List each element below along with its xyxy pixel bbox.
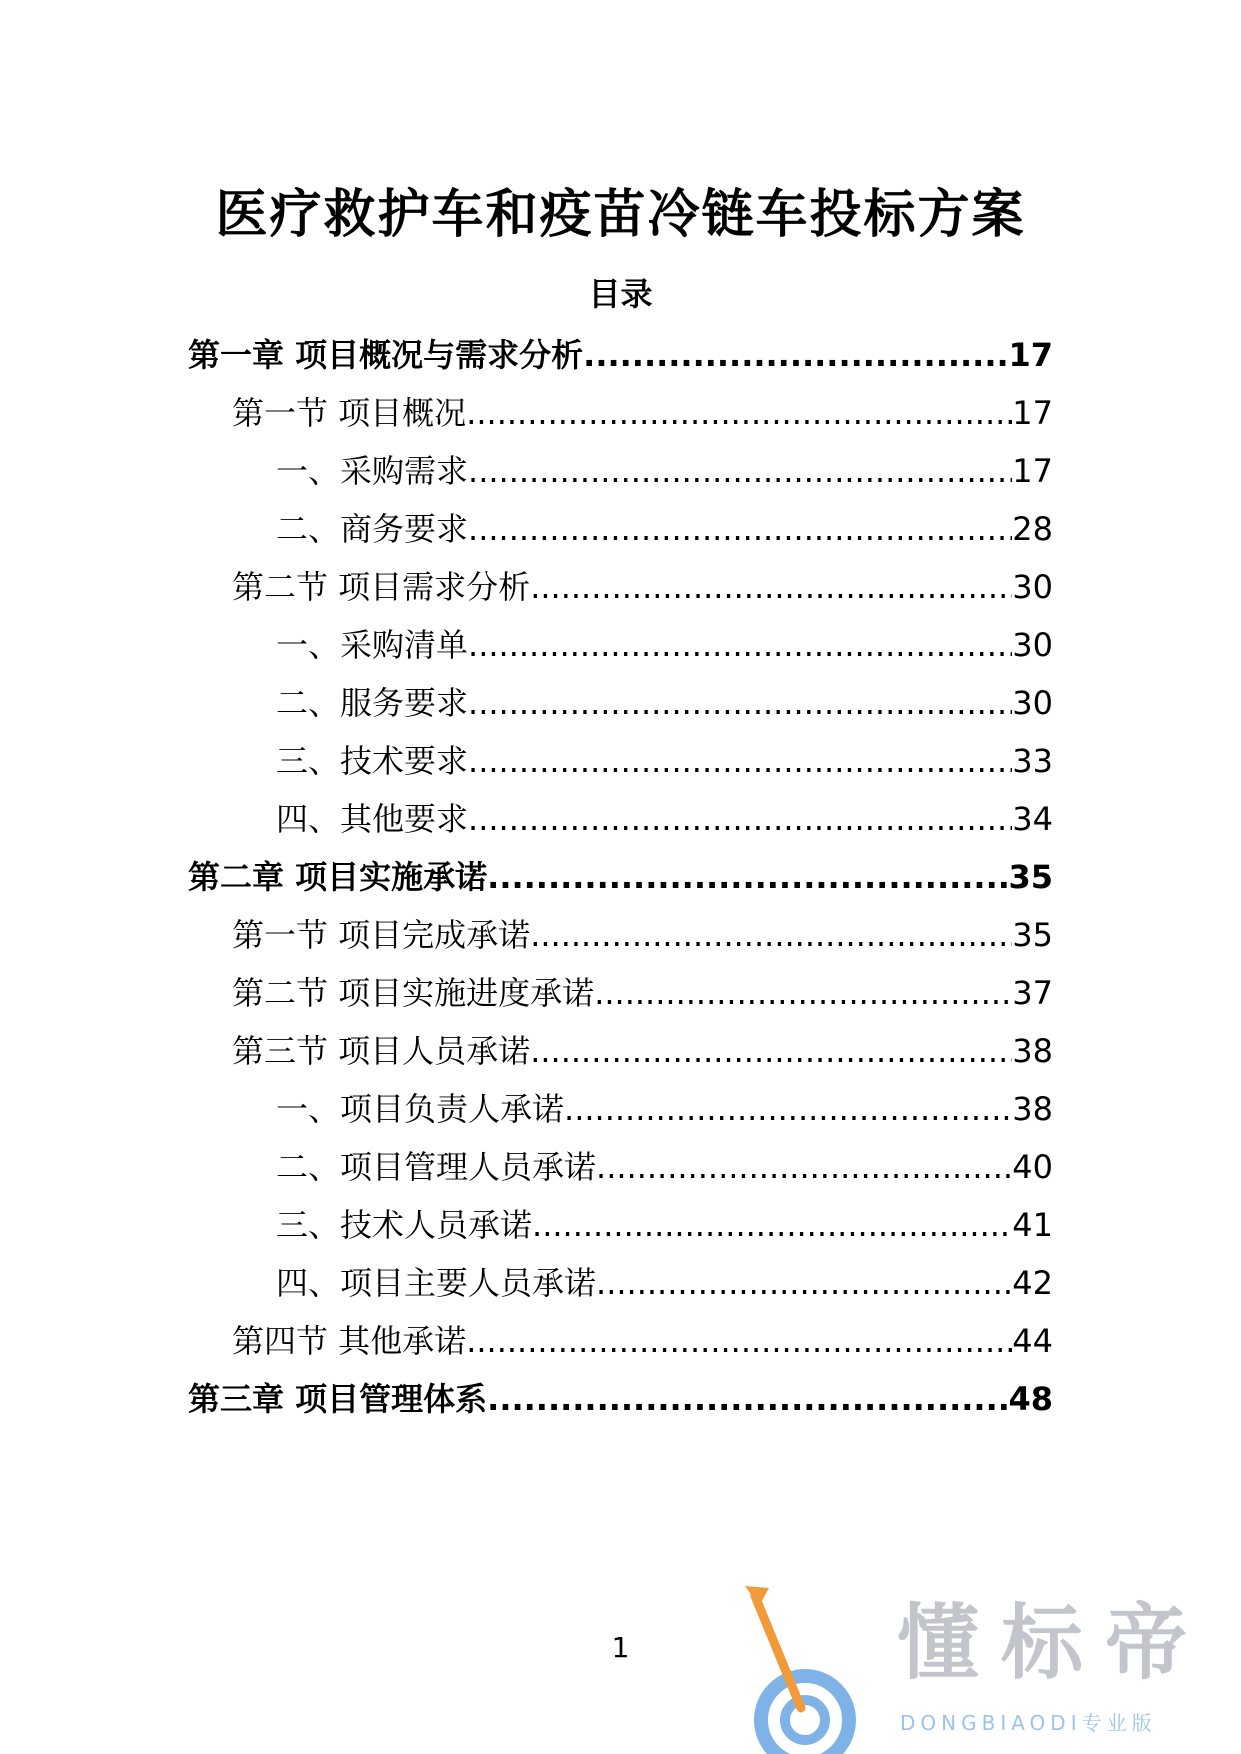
toc-leader-dots xyxy=(466,1321,1012,1361)
toc-entry-label: 第三节 项目人员承诺 xyxy=(232,1032,531,1070)
toc-entry-label: 第三章 项目管理体系 xyxy=(188,1380,488,1418)
toc-entry-page: 17 xyxy=(1012,394,1053,432)
toc-entry-page: 34 xyxy=(1012,800,1053,838)
toc-entry-label: 第二章 项目实施承诺 xyxy=(188,858,488,896)
toc-entry-page: 48 xyxy=(1008,1380,1053,1418)
toc-entry-label: 一、采购需求 xyxy=(276,452,469,490)
toc-entry-page: 38 xyxy=(1012,1090,1053,1128)
toc-leader-dots xyxy=(468,683,1012,723)
toc-leader-dots xyxy=(530,915,1012,955)
toc-entry-page: 44 xyxy=(1012,1322,1053,1360)
toc-entry-subsection[interactable] xyxy=(276,1205,1053,1245)
toc-leader-dots xyxy=(468,799,1012,839)
toc-entry-label: 一、项目负责人承诺 xyxy=(276,1090,565,1128)
toc-leader-dots xyxy=(583,335,1008,375)
target-arrow-icon xyxy=(745,1580,875,1754)
page-number: 1 xyxy=(611,1631,630,1664)
toc-leader-dots xyxy=(596,1147,1012,1187)
toc-leader-dots xyxy=(594,973,1012,1013)
toc-entry-label: 第二节 项目实施进度承诺 xyxy=(232,974,595,1012)
toc-entry-section[interactable] xyxy=(232,915,1053,955)
toc-entry-label: 第一节 项目概况 xyxy=(232,394,467,432)
toc-entry-page: 35 xyxy=(1012,916,1053,954)
toc-entry-page: 42 xyxy=(1012,1264,1053,1302)
toc-heading: 目录 xyxy=(588,275,653,313)
toc-entry-page: 38 xyxy=(1012,1032,1053,1070)
toc-entry-subsection[interactable] xyxy=(276,683,1053,723)
toc-entry-chapter[interactable] xyxy=(188,857,1053,897)
toc-entry-label: 二、服务要求 xyxy=(276,684,469,722)
toc-leader-dots xyxy=(468,625,1012,665)
toc-leader-dots xyxy=(487,1379,1008,1419)
toc-entry-label: 第一章 项目概况与需求分析 xyxy=(188,336,584,374)
toc-leader-dots xyxy=(468,509,1012,549)
toc-entry-page: 35 xyxy=(1008,858,1053,896)
toc-entry-page: 17 xyxy=(1008,336,1053,374)
toc-entry-page: 37 xyxy=(1012,974,1053,1012)
toc-entry-label: 二、商务要求 xyxy=(276,510,469,548)
toc-leader-dots xyxy=(468,451,1012,491)
toc-leader-dots xyxy=(487,857,1008,897)
toc-leader-dots xyxy=(596,1263,1012,1303)
toc-entry-subsection[interactable] xyxy=(276,1263,1053,1303)
toc-entry-label: 第一节 项目完成承诺 xyxy=(232,916,531,954)
toc-entry-label: 三、技术人员承诺 xyxy=(276,1206,533,1244)
document-title: 医疗救护车和疫苗冷链车投标方案 xyxy=(215,185,1026,245)
toc-entry-page: 33 xyxy=(1012,742,1053,780)
toc-entry-label: 四、其他要求 xyxy=(276,800,469,838)
toc-entry-chapter[interactable] xyxy=(188,1379,1053,1419)
toc-entry-page: 30 xyxy=(1012,626,1053,664)
toc-entry-subsection[interactable] xyxy=(276,1147,1053,1187)
toc-entry-subsection[interactable] xyxy=(276,625,1053,665)
toc-entry-label: 二、项目管理人员承诺 xyxy=(276,1148,597,1186)
toc-entry-page: 30 xyxy=(1012,568,1053,606)
toc-entry-page: 41 xyxy=(1012,1206,1053,1244)
toc-leader-dots xyxy=(530,567,1012,607)
toc-entry-label: 三、技术要求 xyxy=(276,742,469,780)
watermark-brand: 懂标帝 xyxy=(897,1596,1210,1691)
toc-entry-label: 第二节 项目需求分析 xyxy=(232,568,531,606)
toc-leader-dots xyxy=(468,741,1012,781)
toc-entry-subsection[interactable] xyxy=(276,451,1053,491)
toc-entry-section[interactable] xyxy=(232,567,1053,607)
toc-entry-section[interactable] xyxy=(232,1031,1053,1071)
watermark xyxy=(745,1580,1241,1754)
toc-entry-subsection[interactable] xyxy=(276,1089,1053,1129)
toc-entry-label: 第四节 其他承诺 xyxy=(232,1322,467,1360)
toc-entry-chapter[interactable] xyxy=(188,335,1053,375)
toc-entry-label: 一、采购清单 xyxy=(276,626,469,664)
toc-entry-section[interactable] xyxy=(232,393,1053,433)
toc-leader-dots xyxy=(564,1089,1012,1129)
toc-entry-section[interactable] xyxy=(232,1321,1053,1361)
toc-entry-page: 28 xyxy=(1012,510,1053,548)
toc-leader-dots xyxy=(532,1205,1012,1245)
toc-entry-subsection[interactable] xyxy=(276,741,1053,781)
toc-entry-subsection[interactable] xyxy=(276,799,1053,839)
toc-entry-page: 40 xyxy=(1012,1148,1053,1186)
toc-entry-label: 四、项目主要人员承诺 xyxy=(276,1264,597,1302)
toc-leader-dots xyxy=(530,1031,1012,1071)
watermark-pinyin: DONGBIAODI专业版 xyxy=(900,1711,1157,1735)
toc-entry-page: 30 xyxy=(1012,684,1053,722)
toc-leader-dots xyxy=(466,393,1012,433)
toc-entry-subsection[interactable] xyxy=(276,509,1053,549)
toc-entry-page: 17 xyxy=(1012,452,1053,490)
toc-entry-section[interactable] xyxy=(232,973,1053,1013)
